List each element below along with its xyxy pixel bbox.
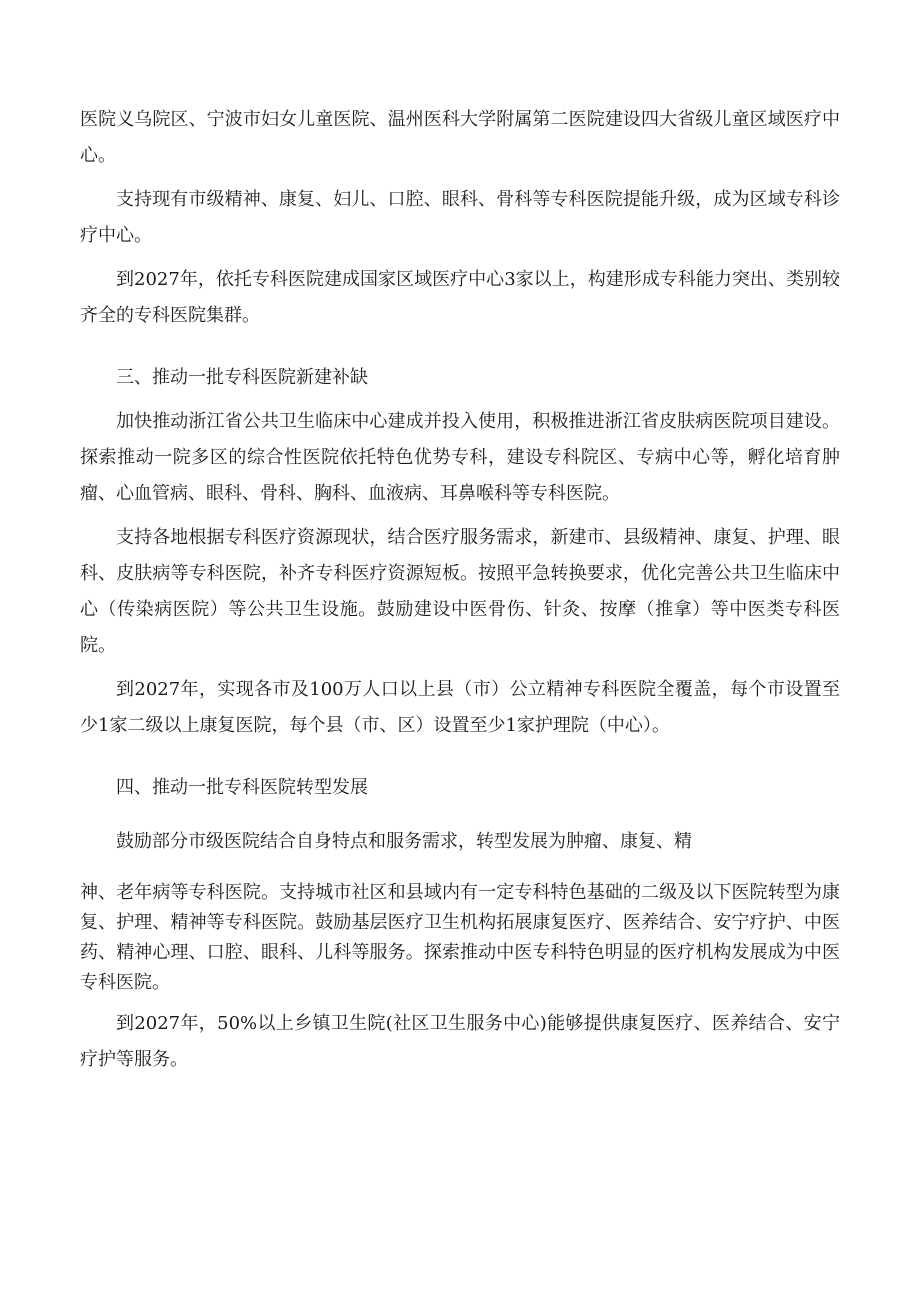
paragraph-9: 到2027年，50%以上乡镇卫生院(社区卫生服务中心)能够提供康复医疗、医养结合、安宁疗护等服务。 — [80, 1013, 840, 1070]
document-body — [80, 102, 840, 1078]
paragraph-6: 到2027年，实现各市及100万人口以上县（市）公立精神专科医院全覆盖，每个市设置至少1家二级以上康复医院，每个县（市、区）设置至少1家护理院（中心）。 — [80, 679, 840, 736]
paragraph-7: 鼓励部分市级医院结合自身特点和服务需求，转型发展为肿瘤、康复、精 — [116, 831, 692, 852]
paragraph-2: 支持现有市级精神、康复、妇儿、口腔、眼科、骨科等专科医院提能升级，成为区域专科诊疗中心。 — [80, 189, 840, 246]
paragraph-3: 到2027年，依托专科医院建成国家区域医疗中心3家以上，构建形成专科能力突出、类别较齐全的专科医院集群。 — [80, 269, 840, 326]
section-heading-3: 三、推动一批专科医院新建补缺 — [116, 367, 368, 388]
paragraph-1: 医院义乌院区、宁波市妇女儿童医院、温州医科大学附属第二医院建设四大省级儿童区域医疗中心。 — [80, 109, 840, 166]
paragraph-8: 神、老年病等专科医院。支持城市社区和县域内有一定专科特色基础的二级及以下医院转型为康复、护理、精神等专科医院。鼓励基层医疗卫生机构拓展康复医疗、医养结合、安宁疗护、中医药、精神心理、口腔、眼科、儿科等服务。探索推动中医专科特色明显的医疗机构发展成为中医专科医院。 — [80, 882, 840, 993]
paragraph-5: 支持各地根据专科医疗资源现状，结合医疗服务需求，新建市、县级精神、康复、护理、眼科、皮肤病等专科医院，补齐专科医疗资源短板。按照平急转换要求，优化完善公共卫生临床中心（传染病医院）等公共卫生设施。鼓励建设中医骨伤、针灸、按摩（推拿）等中医类专科医院。 — [80, 527, 840, 656]
section-heading-4: 四、推动一批专科医院转型发展 — [116, 777, 368, 798]
paragraph-4: 加快推动浙江省公共卫生临床中心建成并投入使用，积极推进浙江省皮肤病医院项目建设。探索推动一院多区的综合性医院依托特色优势专科，建设专科院区、专病中心等，孵化培育肿瘤、心血管病、眼科、骨科、胸科、血液病、耳鼻喉科等专科医院。 — [80, 411, 840, 504]
